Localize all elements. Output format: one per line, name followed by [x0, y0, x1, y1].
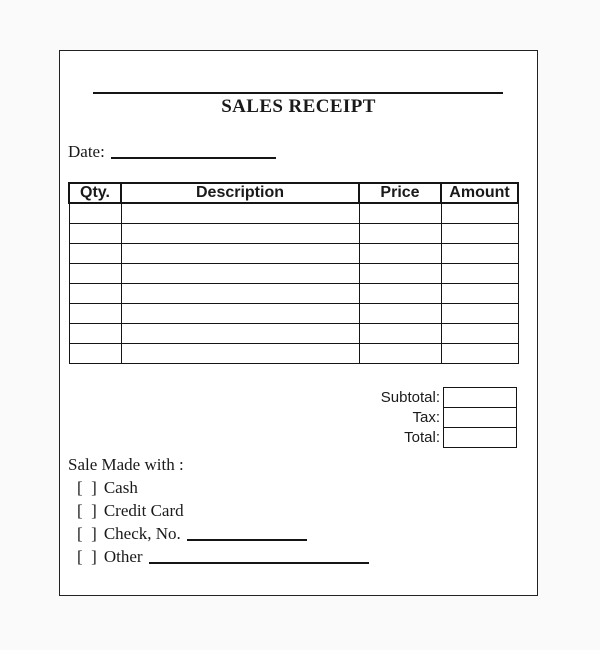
table-cell[interactable] — [121, 203, 359, 223]
table-cell[interactable] — [69, 243, 121, 263]
table-cell[interactable] — [121, 243, 359, 263]
column-header-description: Description — [121, 183, 359, 203]
table-row — [69, 303, 518, 323]
table-cell[interactable] — [69, 223, 121, 243]
table-cell[interactable] — [69, 323, 121, 343]
column-header-amount: Amount — [441, 183, 518, 203]
table-cell[interactable] — [441, 223, 518, 243]
table-cell[interactable] — [359, 283, 441, 303]
subtotal-row — [381, 387, 517, 408]
table-cell[interactable] — [69, 343, 121, 363]
subtotal-label: Subtotal: — [380, 389, 440, 406]
payment-option-other — [68, 545, 369, 568]
check-number-fill-line[interactable] — [187, 527, 307, 541]
checkbox-credit-card[interactable]: [ ] — [77, 501, 97, 520]
table-cell[interactable] — [441, 263, 518, 283]
table-cell[interactable] — [121, 303, 359, 323]
table-cell[interactable] — [359, 343, 441, 363]
tax-value-box[interactable] — [443, 407, 517, 428]
table-cell[interactable] — [69, 263, 121, 283]
table-cell[interactable] — [121, 263, 359, 283]
payment-heading: Sale Made with : — [68, 455, 184, 474]
total-row — [381, 427, 517, 448]
payment-option-credit-card — [68, 499, 369, 522]
receipt-title: SALES RECEIPT — [221, 96, 376, 117]
payment-option-other-label: Other — [103, 547, 143, 566]
table-cell[interactable] — [359, 203, 441, 223]
table-cell[interactable] — [121, 223, 359, 243]
table-cell[interactable] — [441, 303, 518, 323]
table-cell[interactable] — [441, 323, 518, 343]
totals-block — [381, 387, 517, 448]
total-value-box[interactable] — [443, 427, 517, 448]
table-cell[interactable] — [69, 303, 121, 323]
checkbox-other[interactable]: [ ] — [77, 547, 97, 566]
table-row — [69, 223, 518, 243]
payment-option-credit-card-label: Credit Card — [103, 501, 184, 520]
table-cell[interactable] — [121, 283, 359, 303]
payment-option-check-label: Check, No. — [103, 524, 181, 543]
date-row — [68, 142, 276, 162]
table-cell[interactable] — [121, 343, 359, 363]
table-cell[interactable] — [121, 323, 359, 343]
table-row — [69, 203, 518, 223]
tax-row — [381, 407, 517, 428]
other-fill-line[interactable] — [149, 550, 369, 564]
receipt-page — [59, 50, 538, 596]
subtotal-value-box[interactable] — [443, 387, 517, 408]
title-rule — [93, 92, 503, 94]
payment-section — [68, 453, 369, 568]
table-cell[interactable] — [359, 223, 441, 243]
table-row — [69, 343, 518, 363]
table-cell[interactable] — [441, 343, 518, 363]
payment-option-cash — [68, 476, 369, 499]
table-cell[interactable] — [441, 243, 518, 263]
date-label: Date: — [68, 142, 105, 161]
table-body — [69, 203, 518, 363]
checkbox-check[interactable]: [ ] — [77, 524, 97, 543]
column-header-qty: Qty. — [69, 183, 121, 203]
total-label: Total: — [404, 429, 440, 446]
table-cell[interactable] — [359, 263, 441, 283]
table-cell[interactable] — [441, 203, 518, 223]
table-cell[interactable] — [441, 283, 518, 303]
table-cell[interactable] — [359, 303, 441, 323]
table-row — [69, 243, 518, 263]
table-cell[interactable] — [359, 323, 441, 343]
payment-option-cash-label: Cash — [103, 478, 138, 497]
table-cell[interactable] — [69, 283, 121, 303]
table-row — [69, 263, 518, 283]
date-fill-line[interactable] — [111, 145, 276, 159]
table-cell[interactable] — [69, 203, 121, 223]
table-cell[interactable] — [359, 243, 441, 263]
table-row — [69, 323, 518, 343]
table-row — [69, 283, 518, 303]
checkbox-cash[interactable]: [ ] — [77, 478, 97, 497]
column-header-price: Price — [359, 183, 441, 203]
line-items-table — [68, 182, 519, 364]
payment-option-check — [68, 522, 369, 545]
table-header-row — [69, 183, 518, 203]
tax-label: Tax: — [412, 409, 440, 426]
